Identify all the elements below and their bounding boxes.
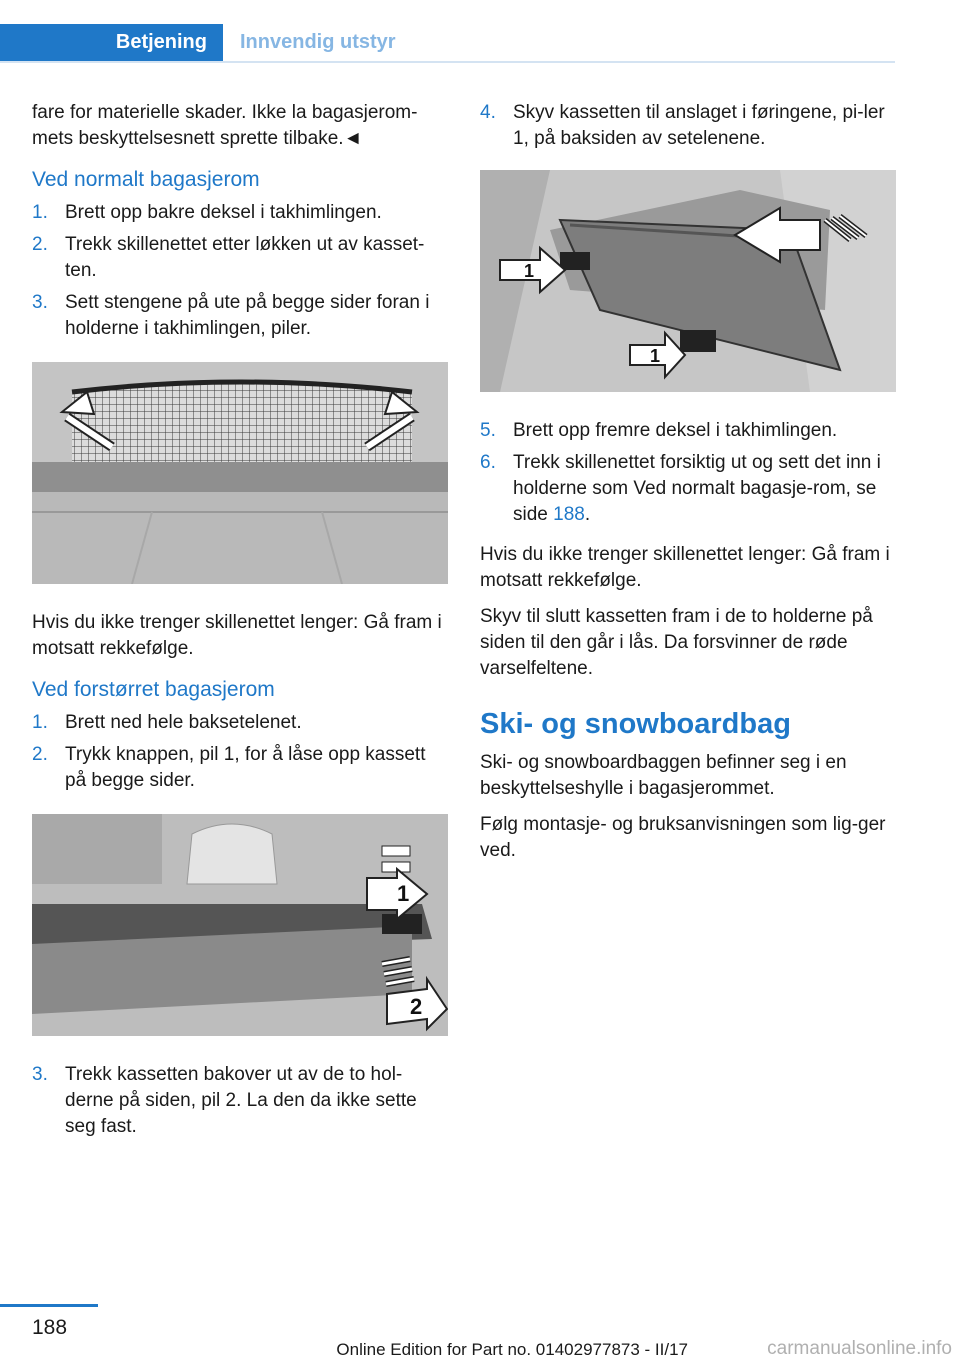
cassette-release-illustration — [32, 814, 448, 1036]
steps-enlarged-cargo-cont — [32, 1062, 448, 1140]
step-text: Trykk knappen, pil 1, for å låse opp kassett på begge sider. — [65, 744, 426, 791]
reverse-order-text: Hvis du ikke trenger skillenettet lenger: Gå fram i motsatt rekkefølge. — [32, 612, 442, 659]
list-item — [32, 290, 448, 342]
arrow-label-1: 1 — [397, 881, 410, 906]
step-number: 1. — [32, 712, 48, 733]
lock-cassette-text: Skyv til slutt kassetten fram i de to holderne på siden til den går i lås. Da forsvinner de røde varselfeltene. — [480, 606, 873, 679]
heading-ski-snowboard-bag: Ski- og snowboardbag — [480, 708, 791, 740]
step-text: Brett opp fremre deksel i takhimlingen. — [513, 420, 838, 441]
step-number: 6. — [480, 452, 496, 473]
list-item — [32, 742, 448, 794]
step-number: 2. — [32, 234, 48, 255]
list-item — [480, 450, 896, 528]
step-text: Trekk skillenettet etter løkken ut av kasset‐ten. — [65, 234, 425, 281]
net-illustration — [32, 362, 448, 584]
page-number: 188 — [32, 1316, 68, 1339]
edition-text: Online Edition for Part no. 01402977873 - II/17 — [336, 1340, 688, 1359]
step-text-post: . — [584, 504, 591, 525]
left-column — [32, 100, 448, 1154]
figure-cassette-release — [32, 814, 448, 1036]
figure-net-cargo — [32, 362, 448, 584]
step-number: 3. — [32, 292, 48, 313]
step-text: Sett stengene på ute på begge sider foran i holderne i takhimlingen, piler. — [65, 292, 430, 339]
step-text: Brett ned hele baksetelenet. — [65, 712, 302, 733]
step-number: 5. — [480, 420, 496, 441]
step-text — [513, 452, 881, 525]
list-item — [32, 1062, 448, 1140]
footer-accent-line — [0, 1304, 98, 1307]
list-item — [480, 100, 896, 152]
header-tabs — [0, 24, 895, 63]
tab-betjening[interactable]: Betjening — [0, 24, 223, 61]
cassette-guides-illustration — [480, 170, 896, 392]
arrow-label-1: 1 — [650, 346, 661, 366]
arrow-label-2: 2 — [410, 994, 423, 1019]
steps-normal-cargo — [32, 200, 448, 342]
list-item — [32, 200, 448, 226]
list-item — [32, 710, 448, 736]
heading-enlarged-cargo: Ved forstørret bagasjerom — [32, 678, 275, 701]
step-number: 4. — [480, 102, 496, 123]
step-text: Skyv kassetten til anslaget i føringene, pi‐ler 1, på baksiden av setelenene. — [513, 102, 885, 149]
list-item — [32, 232, 448, 284]
list-item — [480, 418, 896, 444]
tab-innvendig-utstyr[interactable]: Innvendig utstyr — [240, 31, 396, 53]
steps-right-start — [480, 100, 896, 152]
step-number: 3. — [32, 1064, 48, 1085]
page-reference-link[interactable]: 188 — [553, 504, 585, 525]
arrow-label-1: 1 — [524, 261, 535, 281]
ski-bag-instructions-text: Følg montasje- og bruksanvisningen som lig‐ger ved. — [480, 814, 886, 861]
reverse-order-text: Hvis du ikke trenger skillenettet lenger: Gå fram i motsatt rekkefølge. — [480, 544, 890, 591]
step-number: 2. — [32, 744, 48, 765]
steps-enlarged-cargo — [32, 710, 448, 794]
ski-bag-location-text: Ski- og snowboardbaggen befinner seg i en beskyttelseshylle i bagasjerommet. — [480, 752, 847, 799]
step-number: 1. — [32, 202, 48, 223]
steps-right-cont — [480, 418, 896, 528]
heading-normal-cargo: Ved normalt bagasjerom — [32, 168, 260, 191]
intro-text: fare for materielle skader. Ikke la bagasjerom‐mets beskyttelsesnett sprette tilbake.◄ — [32, 102, 418, 149]
step-text: Brett opp bakre deksel i takhimlingen. — [65, 202, 382, 223]
figure-cassette-guides — [480, 170, 896, 392]
step-text: Trekk kassetten bakover ut av de to hol‐derne på siden, pil 2. La den da ikke sette seg fast. — [65, 1064, 417, 1137]
step-text-pre: Trekk skillenettet forsiktig ut og sett det inn i holderne som Ved normalt bagasje‐rom, se side — [513, 452, 881, 525]
watermark: carmanualsonline.info — [767, 1338, 952, 1359]
right-column — [480, 100, 896, 874]
